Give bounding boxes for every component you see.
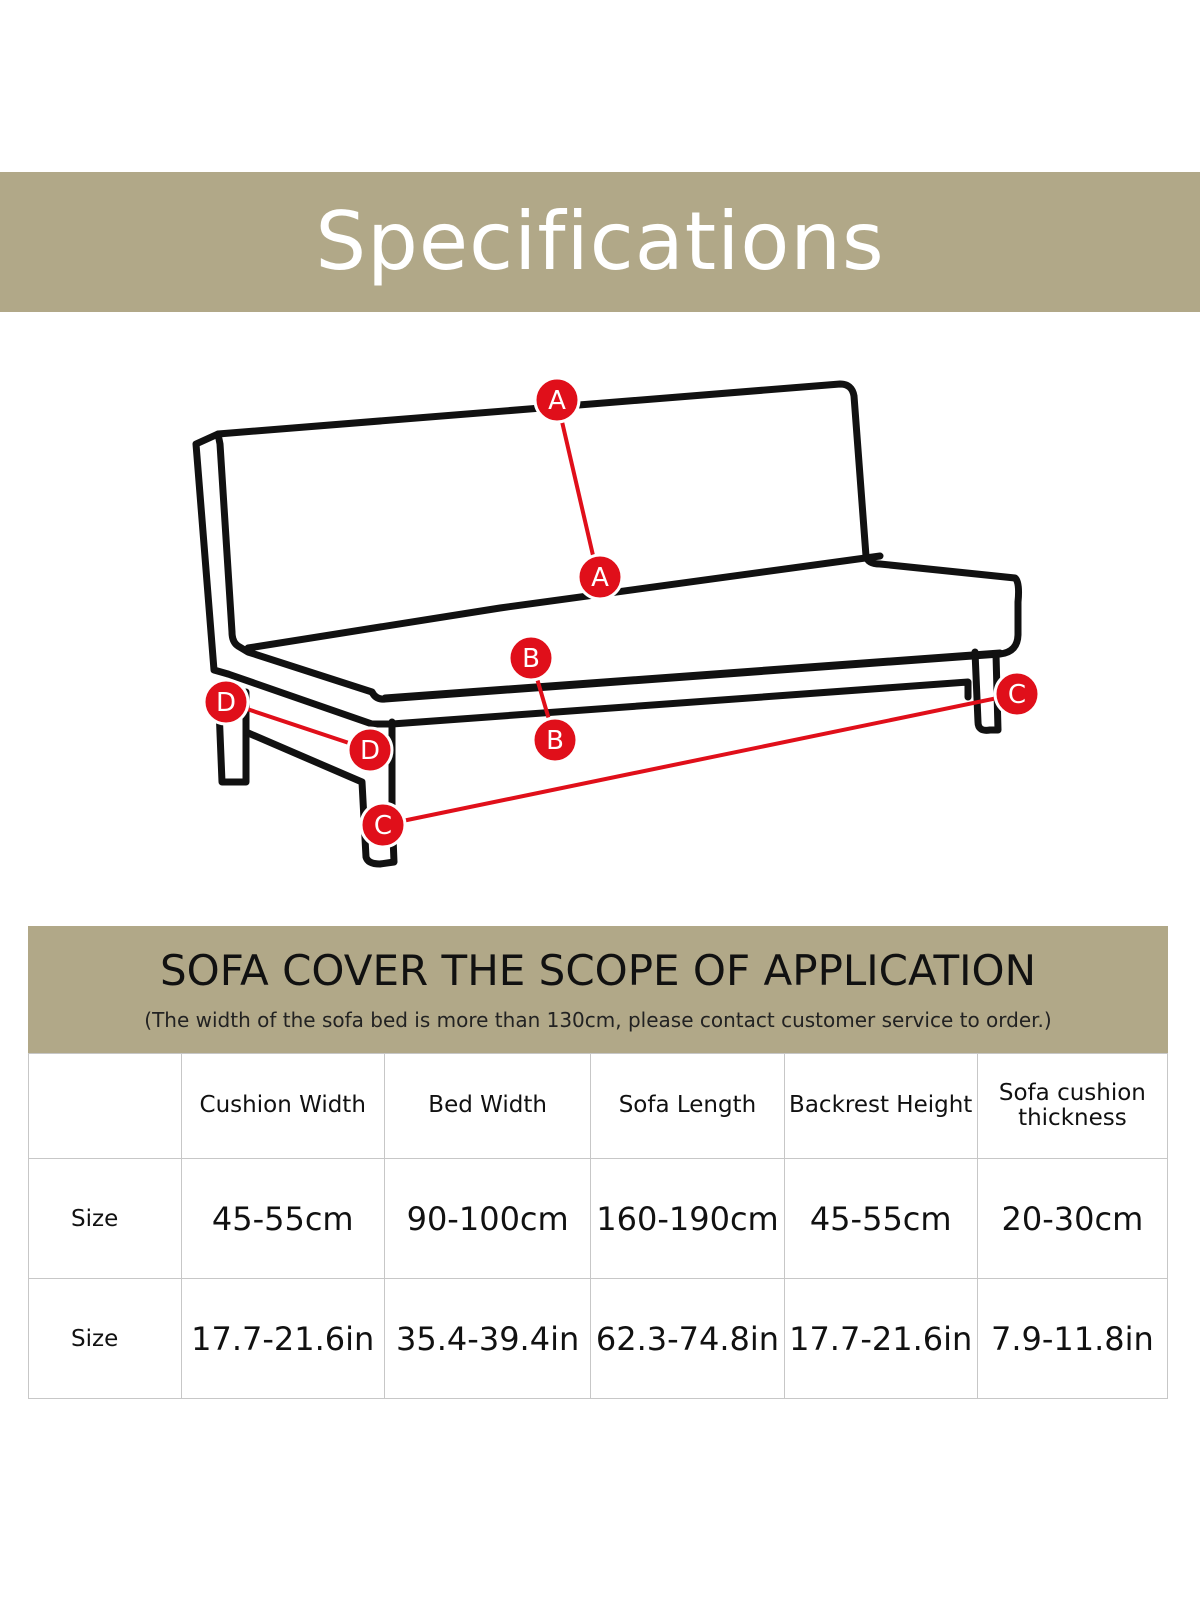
marker-b-top-label: B xyxy=(522,644,540,674)
marker-c-right-label: C xyxy=(1007,680,1027,710)
column-header-backrest-height: Backrest Height xyxy=(784,1054,977,1159)
marker-a-top-label: A xyxy=(548,386,566,416)
column-header-bed-width: Bed Width xyxy=(384,1054,590,1159)
table-cell: 17.7-21.6in xyxy=(784,1279,977,1399)
marker-d-bottom-label: D xyxy=(359,736,381,766)
table-cell: 45-55cm xyxy=(181,1159,384,1279)
column-header-cushion-width: Cushion Width xyxy=(181,1054,384,1159)
specifications-banner xyxy=(0,172,1200,312)
marker-b-top xyxy=(509,636,553,680)
table-row xyxy=(29,1159,1168,1279)
table-header-row xyxy=(29,1054,1168,1159)
marker-d-top-label: D xyxy=(215,688,237,718)
row-label: Size xyxy=(29,1159,182,1279)
measure-line-c xyxy=(383,694,1017,825)
marker-d-top xyxy=(204,680,248,724)
marker-a-bottom-label: A xyxy=(591,563,609,593)
marker-a-bottom xyxy=(578,555,622,599)
measure-line-a xyxy=(557,400,598,577)
table-cell: 62.3-74.8in xyxy=(591,1279,784,1399)
marker-c-left-label: C xyxy=(373,811,393,841)
size-table xyxy=(28,1053,1168,1399)
seat-front-edge xyxy=(385,653,1000,698)
table-cell: 17.7-21.6in xyxy=(181,1279,384,1399)
column-header-cushion-thickness: Sofa cushion thickness xyxy=(977,1054,1167,1159)
table-header-band xyxy=(28,926,1168,1053)
seat-back-line xyxy=(248,556,880,648)
sofa-outline-drawing xyxy=(0,312,1200,912)
table-row xyxy=(29,1279,1168,1399)
table-cell: 160-190cm xyxy=(591,1159,784,1279)
sofa-diagram xyxy=(0,312,1200,912)
backrest-outline xyxy=(218,384,1019,699)
size-table-section xyxy=(28,926,1168,1399)
marker-b-bottom-label: B xyxy=(546,726,564,756)
table-cell: 45-55cm xyxy=(784,1159,977,1279)
marker-c-right xyxy=(995,672,1039,716)
table-title: SOFA COVER THE SCOPE OF APPLICATION xyxy=(160,946,1036,995)
column-header-sofa-length: Sofa Length xyxy=(591,1054,784,1159)
marker-b-bottom xyxy=(533,718,577,762)
marker-d-bottom xyxy=(348,728,392,772)
table-note: (The width of the sofa bed is more than 130cm, please contact customer service to order.) xyxy=(144,1008,1052,1032)
row-label: Size xyxy=(29,1279,182,1399)
table-cell: 35.4-39.4in xyxy=(384,1279,590,1399)
column-header-empty xyxy=(29,1054,182,1159)
marker-a-top xyxy=(535,378,579,422)
table-cell: 90-100cm xyxy=(384,1159,590,1279)
marker-c-left xyxy=(361,803,405,847)
table-cell: 7.9-11.8in xyxy=(977,1279,1167,1399)
table-cell: 20-30cm xyxy=(977,1159,1167,1279)
page-title: Specifications xyxy=(315,195,885,288)
